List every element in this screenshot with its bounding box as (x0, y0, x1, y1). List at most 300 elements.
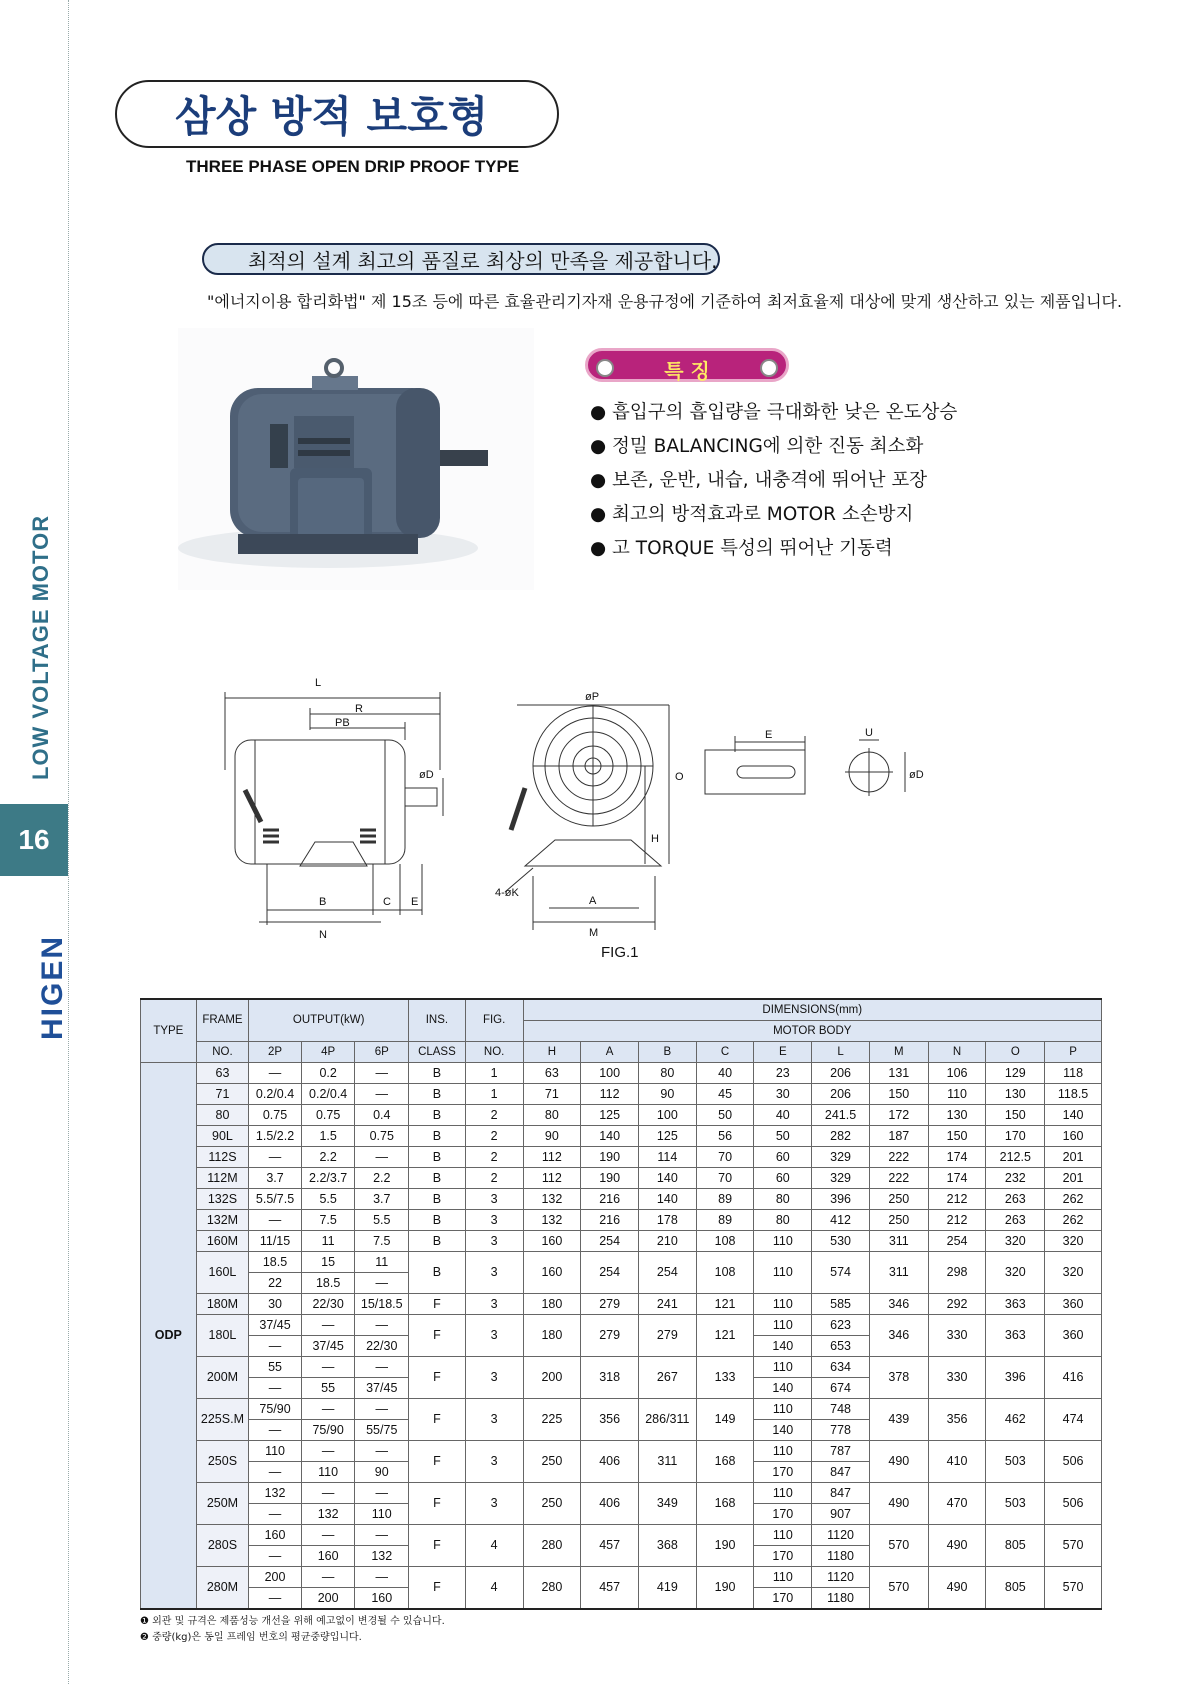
dim-label: L (315, 677, 322, 689)
dim-label: R (355, 703, 363, 715)
ins-cell: F (409, 1483, 466, 1525)
output-cell: 11 (355, 1252, 409, 1273)
dim-cell: 140 (754, 1378, 812, 1399)
output-cell: 160 (301, 1546, 355, 1567)
output-cell: 30 (249, 1294, 302, 1315)
ins-cell: F (409, 1441, 466, 1483)
dim-cell: 206 (812, 1063, 870, 1084)
table-row (141, 1063, 1102, 1084)
dim-cell: 60 (754, 1168, 812, 1189)
dim-cell: 106 (928, 1063, 986, 1084)
header-pole: 6P (355, 1042, 409, 1063)
output-cell: 55/75 (355, 1420, 409, 1441)
output-cell: — (355, 1063, 409, 1084)
dim-cell: 150 (869, 1084, 928, 1105)
front-view (505, 705, 669, 930)
fig-cell: 3 (465, 1252, 523, 1294)
dim-cell: 250 (523, 1441, 581, 1483)
output-cell: — (355, 1273, 409, 1294)
dim-cell: 490 (869, 1483, 928, 1525)
output-cell: 1.5 (301, 1126, 355, 1147)
output-cell: 22/30 (301, 1294, 355, 1315)
dim-cell: 23 (754, 1063, 812, 1084)
dim-cell: 346 (869, 1315, 928, 1357)
dim-cell: 71 (523, 1084, 581, 1105)
output-cell: 37/45 (249, 1315, 302, 1336)
dim-cell: 279 (638, 1315, 696, 1357)
ins-cell: F (409, 1294, 466, 1315)
output-cell: 22/30 (355, 1336, 409, 1357)
dim-cell: 56 (696, 1126, 754, 1147)
ins-cell: F (409, 1357, 466, 1399)
frame-cell: 90L (196, 1126, 249, 1147)
dim-cell: 396 (986, 1357, 1045, 1399)
fig-cell: 1 (465, 1084, 523, 1105)
dim-label: B (319, 896, 327, 908)
output-cell: 132 (355, 1546, 409, 1567)
dim-label: E (765, 729, 773, 741)
output-cell: 3.7 (249, 1168, 302, 1189)
output-cell: 0.75 (355, 1126, 409, 1147)
fig-cell: 3 (465, 1399, 523, 1441)
dim-cell: 805 (986, 1525, 1045, 1567)
ins-cell: B (409, 1126, 466, 1147)
table-row (141, 1147, 1102, 1168)
dim-label: E (411, 896, 419, 908)
motor-illustration (178, 328, 534, 590)
table-row (141, 1399, 1102, 1420)
output-cell: 7.5 (301, 1210, 355, 1231)
frame-cell: 132M (196, 1210, 249, 1231)
dim-cell: 40 (696, 1063, 754, 1084)
dim-cell: 439 (869, 1399, 928, 1441)
dim-cell: 140 (754, 1336, 812, 1357)
output-cell: 75/90 (249, 1399, 302, 1420)
output-cell: — (249, 1504, 302, 1525)
output-cell: 5.5 (355, 1210, 409, 1231)
dim-cell: 210 (638, 1231, 696, 1252)
output-cell: 2.2 (355, 1168, 409, 1189)
dim-cell: 585 (812, 1294, 870, 1315)
frame-cell: 180M (196, 1294, 249, 1315)
dim-cell: 170 (754, 1588, 812, 1610)
dim-cell: 320 (986, 1252, 1045, 1294)
dim-cell: 178 (638, 1210, 696, 1231)
header-output: OUTPUT(kW) (249, 999, 409, 1042)
dim-cell: 110 (754, 1294, 812, 1315)
ins-cell: B (409, 1231, 466, 1252)
table-row (141, 1126, 1102, 1147)
dim-cell: 241.5 (812, 1105, 870, 1126)
dim-cell: 170 (986, 1126, 1045, 1147)
dim-cell: 368 (638, 1525, 696, 1567)
frame-cell: 160M (196, 1231, 249, 1252)
header-pole: 4P (301, 1042, 355, 1063)
dim-cell: 416 (1045, 1357, 1102, 1399)
dim-label: M (589, 927, 599, 939)
dim-cell: 570 (1045, 1525, 1102, 1567)
dim-cell: 80 (754, 1210, 812, 1231)
output-cell: 11 (301, 1231, 355, 1252)
dim-label: øP (585, 691, 600, 703)
output-cell: 160 (355, 1588, 409, 1610)
output-cell: 132 (301, 1504, 355, 1525)
dim-cell: 356 (581, 1399, 639, 1441)
frame-cell: 132S (196, 1189, 249, 1210)
dim-label: N (319, 929, 327, 941)
dim-cell: 70 (696, 1168, 754, 1189)
dim-cell: 474 (1045, 1399, 1102, 1441)
dim-cell: 330 (928, 1357, 986, 1399)
dim-cell: 130 (928, 1105, 986, 1126)
dim-cell: 232 (986, 1168, 1045, 1189)
dim-cell: 329 (812, 1168, 870, 1189)
fig-cell: 3 (465, 1315, 523, 1357)
output-cell: — (301, 1315, 355, 1336)
header-dim: E (754, 1042, 812, 1063)
dim-cell: 110 (754, 1483, 812, 1504)
dim-cell: 100 (581, 1063, 639, 1084)
output-cell: 2.2 (301, 1147, 355, 1168)
dim-cell: 170 (754, 1546, 812, 1567)
dim-cell: 112 (581, 1084, 639, 1105)
feature-item: ● 정밀 BALANCING에 의한 진동 최소화 (590, 436, 924, 457)
header-dim: P (1045, 1042, 1102, 1063)
dim-cell: 168 (696, 1441, 754, 1483)
dim-cell: 108 (696, 1231, 754, 1252)
dim-cell: 311 (638, 1441, 696, 1483)
dim-cell: 280 (523, 1567, 581, 1610)
dim-cell: 168 (696, 1483, 754, 1525)
dim-cell: 121 (696, 1315, 754, 1357)
dim-cell: 490 (869, 1441, 928, 1483)
ins-cell: B (409, 1105, 466, 1126)
output-cell: 55 (301, 1378, 355, 1399)
dim-label: C (383, 896, 391, 908)
dim-cell: 356 (928, 1399, 986, 1441)
output-cell: — (301, 1441, 355, 1462)
output-cell: 7.5 (355, 1231, 409, 1252)
dim-cell: 110 (754, 1399, 812, 1420)
output-cell: 37/45 (301, 1336, 355, 1357)
dim-cell: 674 (812, 1378, 870, 1399)
dim-cell: 311 (869, 1252, 928, 1294)
output-cell: — (301, 1483, 355, 1504)
frame-cell: 250M (196, 1483, 249, 1525)
dimension-drawing (215, 670, 995, 960)
page-subtitle: THREE PHASE OPEN DRIP PROOF TYPE (186, 157, 520, 176)
dim-cell: 212.5 (986, 1147, 1045, 1168)
frame-cell: 200M (196, 1357, 249, 1399)
features-title: 특 징 (664, 359, 710, 383)
frame-cell: 225S.M (196, 1399, 249, 1441)
dim-cell: 160 (1045, 1126, 1102, 1147)
frame-cell: 250S (196, 1441, 249, 1483)
ins-cell: B (409, 1168, 466, 1189)
fig-cell: 4 (465, 1525, 523, 1567)
dim-cell: 125 (638, 1126, 696, 1147)
dim-cell: 570 (1045, 1567, 1102, 1610)
dim-cell: 140 (638, 1168, 696, 1189)
dim-cell: 263 (986, 1189, 1045, 1210)
dim-cell: 847 (812, 1462, 870, 1483)
ins-cell: B (409, 1189, 466, 1210)
output-cell: 37/45 (355, 1378, 409, 1399)
dim-cell: 262 (1045, 1210, 1102, 1231)
dim-cell: 457 (581, 1525, 639, 1567)
dim-cell: 363 (986, 1294, 1045, 1315)
output-cell: — (355, 1147, 409, 1168)
dim-cell: 280 (523, 1525, 581, 1567)
header-ins-class: CLASS (409, 1042, 466, 1063)
dim-cell: 190 (581, 1147, 639, 1168)
output-cell: 2.2/3.7 (301, 1168, 355, 1189)
dim-cell: 90 (523, 1126, 581, 1147)
dim-cell: 329 (812, 1147, 870, 1168)
dim-cell: 170 (754, 1462, 812, 1483)
output-cell: 5.5 (301, 1189, 355, 1210)
dim-cell: 412 (812, 1210, 870, 1231)
output-cell: 200 (249, 1567, 302, 1588)
dim-cell: 212 (928, 1210, 986, 1231)
fig-cell: 3 (465, 1294, 523, 1315)
output-cell: 110 (301, 1462, 355, 1483)
sidebar-category: LOW VOLTAGE MOTOR (28, 514, 53, 780)
dim-cell: 847 (812, 1483, 870, 1504)
output-cell: 18.5 (249, 1252, 302, 1273)
output-cell: — (355, 1315, 409, 1336)
dim-cell: 90 (638, 1084, 696, 1105)
feature-item: ● 보존, 운반, 내습, 내충격에 뛰어난 포장 (590, 470, 928, 491)
output-cell: — (355, 1483, 409, 1504)
dim-cell: 506 (1045, 1441, 1102, 1483)
dim-cell: 108 (696, 1252, 754, 1294)
ins-cell: B (409, 1084, 466, 1105)
output-cell: 55 (249, 1357, 302, 1378)
dim-cell: 360 (1045, 1294, 1102, 1315)
dim-cell: 201 (1045, 1168, 1102, 1189)
dim-cell: 1180 (812, 1546, 870, 1567)
margin-guide-line (68, 0, 69, 1684)
dim-cell: 89 (696, 1189, 754, 1210)
header-dim: C (696, 1042, 754, 1063)
ins-cell: B (409, 1210, 466, 1231)
ins-cell: F (409, 1525, 466, 1567)
dim-cell: 190 (696, 1525, 754, 1567)
footnotes (140, 1614, 445, 1646)
output-cell: — (301, 1357, 355, 1378)
dim-cell: 222 (869, 1168, 928, 1189)
header-pole: 2P (249, 1042, 302, 1063)
dim-cell: 292 (928, 1294, 986, 1315)
dim-cell: 1180 (812, 1588, 870, 1610)
dim-cell: 132 (523, 1189, 581, 1210)
dim-cell: 320 (986, 1231, 1045, 1252)
dim-cell: 121 (696, 1294, 754, 1315)
header-frame: FRAME (196, 999, 249, 1042)
header-dim: O (986, 1042, 1045, 1063)
frame-cell: 63 (196, 1063, 249, 1084)
dim-cell: 112 (523, 1147, 581, 1168)
dim-cell: 462 (986, 1399, 1045, 1441)
dim-cell: 225 (523, 1399, 581, 1441)
header-frame-no: NO. (196, 1042, 249, 1063)
dim-cell: 250 (869, 1210, 928, 1231)
dim-cell: 378 (869, 1357, 928, 1399)
dim-cell: 140 (638, 1189, 696, 1210)
dim-cell: 50 (696, 1105, 754, 1126)
header-fig-no: NO. (465, 1042, 523, 1063)
dim-cell: 170 (754, 1504, 812, 1525)
dim-cell: 112 (523, 1168, 581, 1189)
output-cell: 22 (249, 1273, 302, 1294)
dim-cell: 140 (1045, 1105, 1102, 1126)
dim-cell: 110 (754, 1567, 812, 1588)
frame-cell: 112M (196, 1168, 249, 1189)
dim-label: øD (419, 769, 434, 781)
table-row (141, 1168, 1102, 1189)
output-cell: 3.7 (355, 1189, 409, 1210)
fig-cell: 1 (465, 1063, 523, 1084)
header-dim: H (523, 1042, 581, 1063)
output-cell: 90 (355, 1462, 409, 1483)
dim-cell: 267 (638, 1357, 696, 1399)
dim-cell: 574 (812, 1252, 870, 1294)
dim-cell: 130 (986, 1084, 1045, 1105)
fig-cell: 2 (465, 1126, 523, 1147)
dim-cell: 748 (812, 1399, 870, 1420)
output-cell: — (355, 1399, 409, 1420)
dim-cell: 222 (869, 1147, 928, 1168)
dim-cell: 30 (754, 1084, 812, 1105)
dim-cell: 150 (928, 1126, 986, 1147)
dim-cell: 63 (523, 1063, 581, 1084)
ins-cell: B (409, 1063, 466, 1084)
dim-cell: 206 (812, 1084, 870, 1105)
dim-cell: 180 (523, 1315, 581, 1357)
fig-cell: 3 (465, 1357, 523, 1399)
dim-cell: 262 (1045, 1189, 1102, 1210)
dim-cell: 1120 (812, 1525, 870, 1546)
dim-cell: 89 (696, 1210, 754, 1231)
dim-cell: 320 (1045, 1231, 1102, 1252)
table-row (141, 1294, 1102, 1315)
header-dim: M (869, 1042, 928, 1063)
dim-cell: 279 (581, 1315, 639, 1357)
features-list (590, 398, 957, 568)
dim-cell: 805 (986, 1567, 1045, 1610)
header-dim: B (638, 1042, 696, 1063)
dim-cell: 396 (812, 1189, 870, 1210)
output-cell: — (355, 1084, 409, 1105)
output-cell: — (355, 1357, 409, 1378)
dim-cell: 406 (581, 1441, 639, 1483)
dim-cell: 282 (812, 1126, 870, 1147)
table-row (141, 1189, 1102, 1210)
output-cell: — (301, 1399, 355, 1420)
dim-label: PB (335, 717, 350, 729)
fig-cell: 3 (465, 1189, 523, 1210)
dim-cell: 320 (1045, 1252, 1102, 1294)
dim-cell: 140 (754, 1420, 812, 1441)
output-cell: — (249, 1063, 302, 1084)
side-view (225, 692, 443, 925)
dim-cell: 110 (754, 1315, 812, 1336)
output-cell: — (249, 1336, 302, 1357)
dim-cell: 190 (581, 1168, 639, 1189)
table-row (141, 1210, 1102, 1231)
ins-cell: B (409, 1147, 466, 1168)
dim-cell: 216 (581, 1189, 639, 1210)
ins-cell: B (409, 1252, 466, 1294)
output-cell: — (355, 1441, 409, 1462)
fig-cell: 4 (465, 1567, 523, 1610)
dim-cell: 530 (812, 1231, 870, 1252)
fig-cell: 3 (465, 1231, 523, 1252)
dim-cell: 311 (869, 1231, 928, 1252)
ins-cell: F (409, 1567, 466, 1610)
dim-cell: 570 (869, 1525, 928, 1567)
table-row (141, 1231, 1102, 1252)
frame-cell: 280S (196, 1525, 249, 1567)
dim-cell: 1120 (812, 1567, 870, 1588)
dim-cell: 40 (754, 1105, 812, 1126)
dim-cell: 503 (986, 1441, 1045, 1483)
dim-label: O (675, 771, 684, 783)
dim-cell: 241 (638, 1294, 696, 1315)
header-dimensions: DIMENSIONS(mm) (523, 999, 1101, 1021)
dim-label: U (865, 727, 873, 739)
motor-photo (178, 328, 534, 590)
dim-cell: 279 (581, 1294, 639, 1315)
dim-cell: 254 (581, 1252, 639, 1294)
dim-cell: 286/311 (638, 1399, 696, 1441)
output-cell: — (249, 1588, 302, 1610)
output-cell: 160 (249, 1525, 302, 1546)
dim-label: øD (909, 769, 924, 781)
dim-cell: 50 (754, 1126, 812, 1147)
output-cell: 11/15 (249, 1231, 302, 1252)
table-row (141, 1105, 1102, 1126)
dim-cell: 506 (1045, 1483, 1102, 1525)
shaft-detail (705, 736, 905, 796)
frame-cell: 80 (196, 1105, 249, 1126)
dim-label: H (651, 833, 659, 845)
dim-cell: 118 (1045, 1063, 1102, 1084)
output-cell: 110 (355, 1504, 409, 1525)
output-cell: 5.5/7.5 (249, 1189, 302, 1210)
dim-cell: 410 (928, 1441, 986, 1483)
intro-text: "에너지이용 합리화법" 제 15조 등에 따른 효율관리기자재 운용규정에 기준하여 최저효율제 대상에 맞게 생산하고 있는 제품입니다. (207, 292, 1123, 311)
dim-cell: 907 (812, 1504, 870, 1525)
output-cell: — (301, 1525, 355, 1546)
page-number: 16 (0, 804, 68, 876)
dim-cell: 419 (638, 1567, 696, 1610)
dim-cell: 100 (638, 1105, 696, 1126)
dim-cell: 254 (928, 1231, 986, 1252)
output-cell: — (249, 1378, 302, 1399)
dim-cell: 330 (928, 1315, 986, 1357)
dim-cell: 125 (581, 1105, 639, 1126)
fig-cell: 3 (465, 1210, 523, 1231)
frame-cell: 280M (196, 1567, 249, 1610)
output-cell: — (249, 1210, 302, 1231)
dim-cell: 778 (812, 1420, 870, 1441)
dim-cell: 180 (523, 1294, 581, 1315)
dim-cell: 457 (581, 1567, 639, 1610)
output-cell: — (249, 1546, 302, 1567)
ins-cell: F (409, 1399, 466, 1441)
